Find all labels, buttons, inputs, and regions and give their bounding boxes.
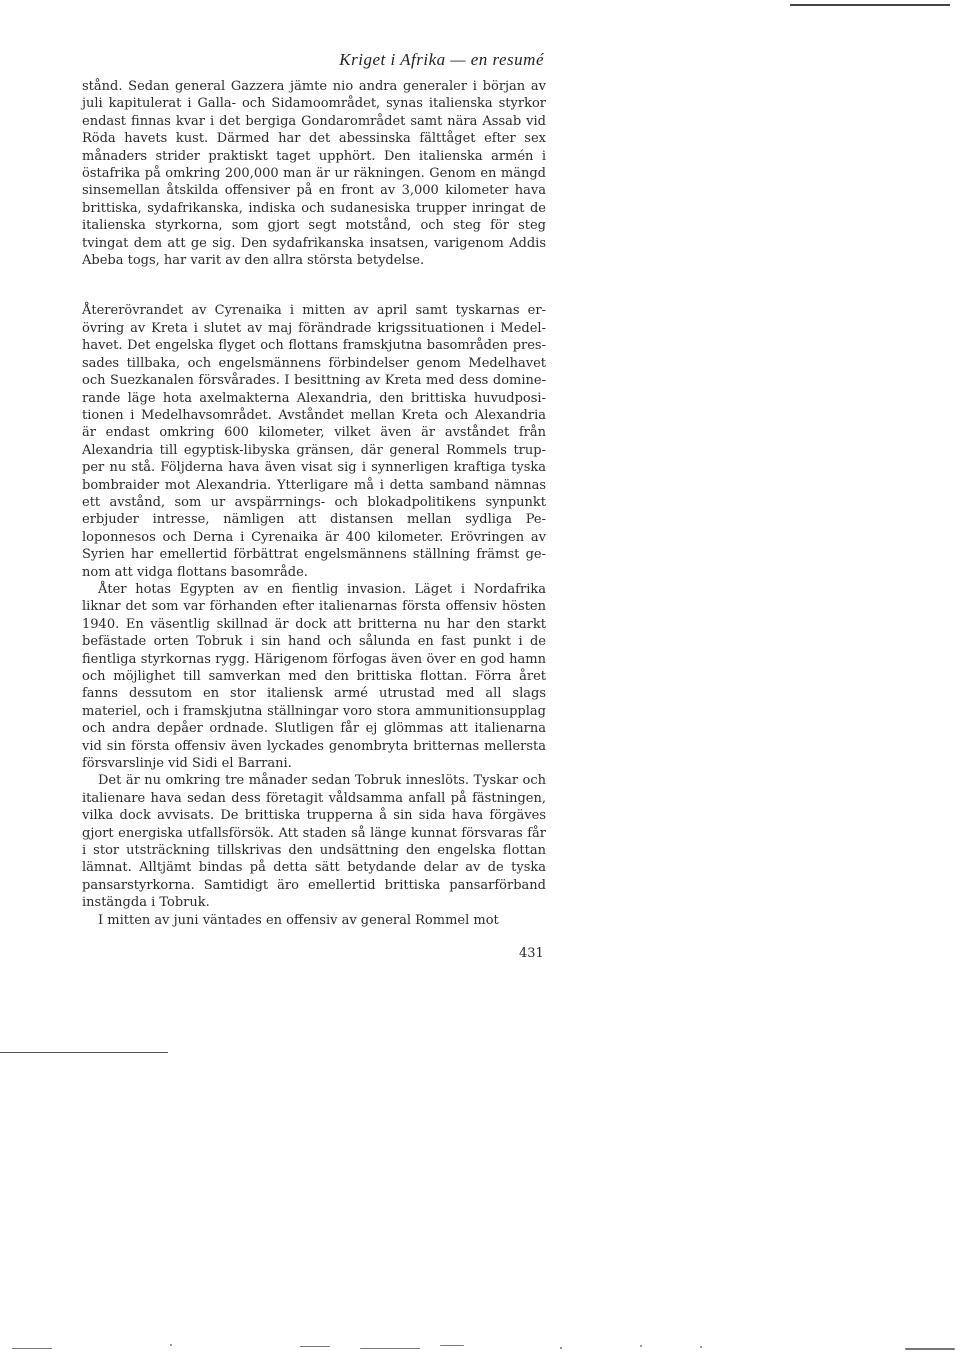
running-head: Kriget i Afrika — en resumé: [339, 50, 544, 69]
paragraph-1: stånd. Sedan general Gazzera jämte nio andra generaler i början av juli kapitulerat i Galla- och Sidamoområdet, synas italienska styrkor endast finnas kvar i det bergiga Gondarområdet samt nära Assab vid Röda havets kust. Därmed har det abessinska fälttåget efter sex månaders strider praktiskt taget upphört. Den italienska armén i östafrika på omkring 200,000 man är ur räkningen. Genom en mängd sinsemellan åtskilda offensiver på en front av 3,000 kilometer hava brittiska, sydafrikanska, indiska och sudanesiska trupper inringat de italienska styrkorna, som gjort segt motstånd, och steg för steg tvingat dem att ge sig. Den sydafrikanska insatsen, varigenom Addis Abeba togs, har varit av den allra största betydelse.: [82, 79, 546, 269]
paragraph-5: I mitten av juni väntades en offensiv av general Rommel mot: [98, 912, 499, 928]
paragraph-3: Åter hotas Egypten av en fientlig invasion. Läget i Nordafrika liknar det som var förhanden efter italienarnas första offensiv hösten 1940. En väsentlig skillnad är dock att britterna nu har den starkt befästade orten Tobruk i sin hand och sålunda en fast punkt i de fientliga styrkornas rygg. Härigenom förfogas även över en god hamn och möjlighet till samverkan med den brittiska flottan. Förra året fanns dessutom en stor italiensk armé utrustad med all slags materiel, och i framskjutna ställningar voro stora ammunitionsupplag och andra depåer ordnade. Slutligen får ej glömmas att italienarna vid sin första offensiv även lyckades genombryta britternas mellersta försvarslinje vid Sidi el Barrani.: [82, 581, 546, 772]
text-column: [82, 78, 546, 929]
page-number: 431: [519, 946, 544, 961]
scan-edge-rule-bottom: [0, 1052, 168, 1053]
scan-edge-rule-top: [790, 4, 950, 6]
paragraph-4: Det är nu omkring tre månader sedan Tobruk inneslöts. Tyskar och italienare hava sedan dess företagit våldsamma anfall på fästningen, vilka dock avvisats. De brittiska trupperna å sin sida hava förgäves gjort energiska utfallsförsök. Att staden så länge kunnat försvaras får i stor utsträckning tillskrivas den undsättning den engelska flottan lämnat. Alltjämt bindas på detta sätt betydande delar av de tyska pansarstyrkorna. Samtidigt äro emellertid brittiska pansarförband instängda i Tobruk.: [82, 773, 546, 911]
scan-noise-strip: [0, 1336, 960, 1358]
paragraph-2: Återerövrandet av Cyrenaika i mitten av april samt tyskarnas erövring av Kreta i slutet av maj förändrade krigssituationen i Medelhavet. Det engelska flyget och flottans framskjutna basområden pressades tillbaka, och engelsmännens förbindelser genom Medelhavet och Suezkanalen försvårades. I besittning av Kreta med dess dominerande läge hota axelmakterna Alexandria, den brittiska huvudpositionen i Medelhavsområdet. Avståndet mellan Kreta och Alexandria är endast omkring 600 kilometer, vilket även är avståndet från Alexandria till egyptisk-libyska gränsen, där general Rommels trupper nu stå. Följderna hava även visat sig i synnerligen kraftiga tyska bombraider mot Alexandria. Ytterligare må i detta samband nämnas ett avstånd, som ur avspärrnings- och blokadpolitikens synpunkt erbjuder intresse, nämligen att distansen mellan sydliga Peloponnesos och Derna i Cyrenaika är 400 kilometer. Erövringen av Syrien har emellertid förbättrat engelsmännens ställning främst genom att vidga flottans basområde.: [82, 303, 546, 580]
